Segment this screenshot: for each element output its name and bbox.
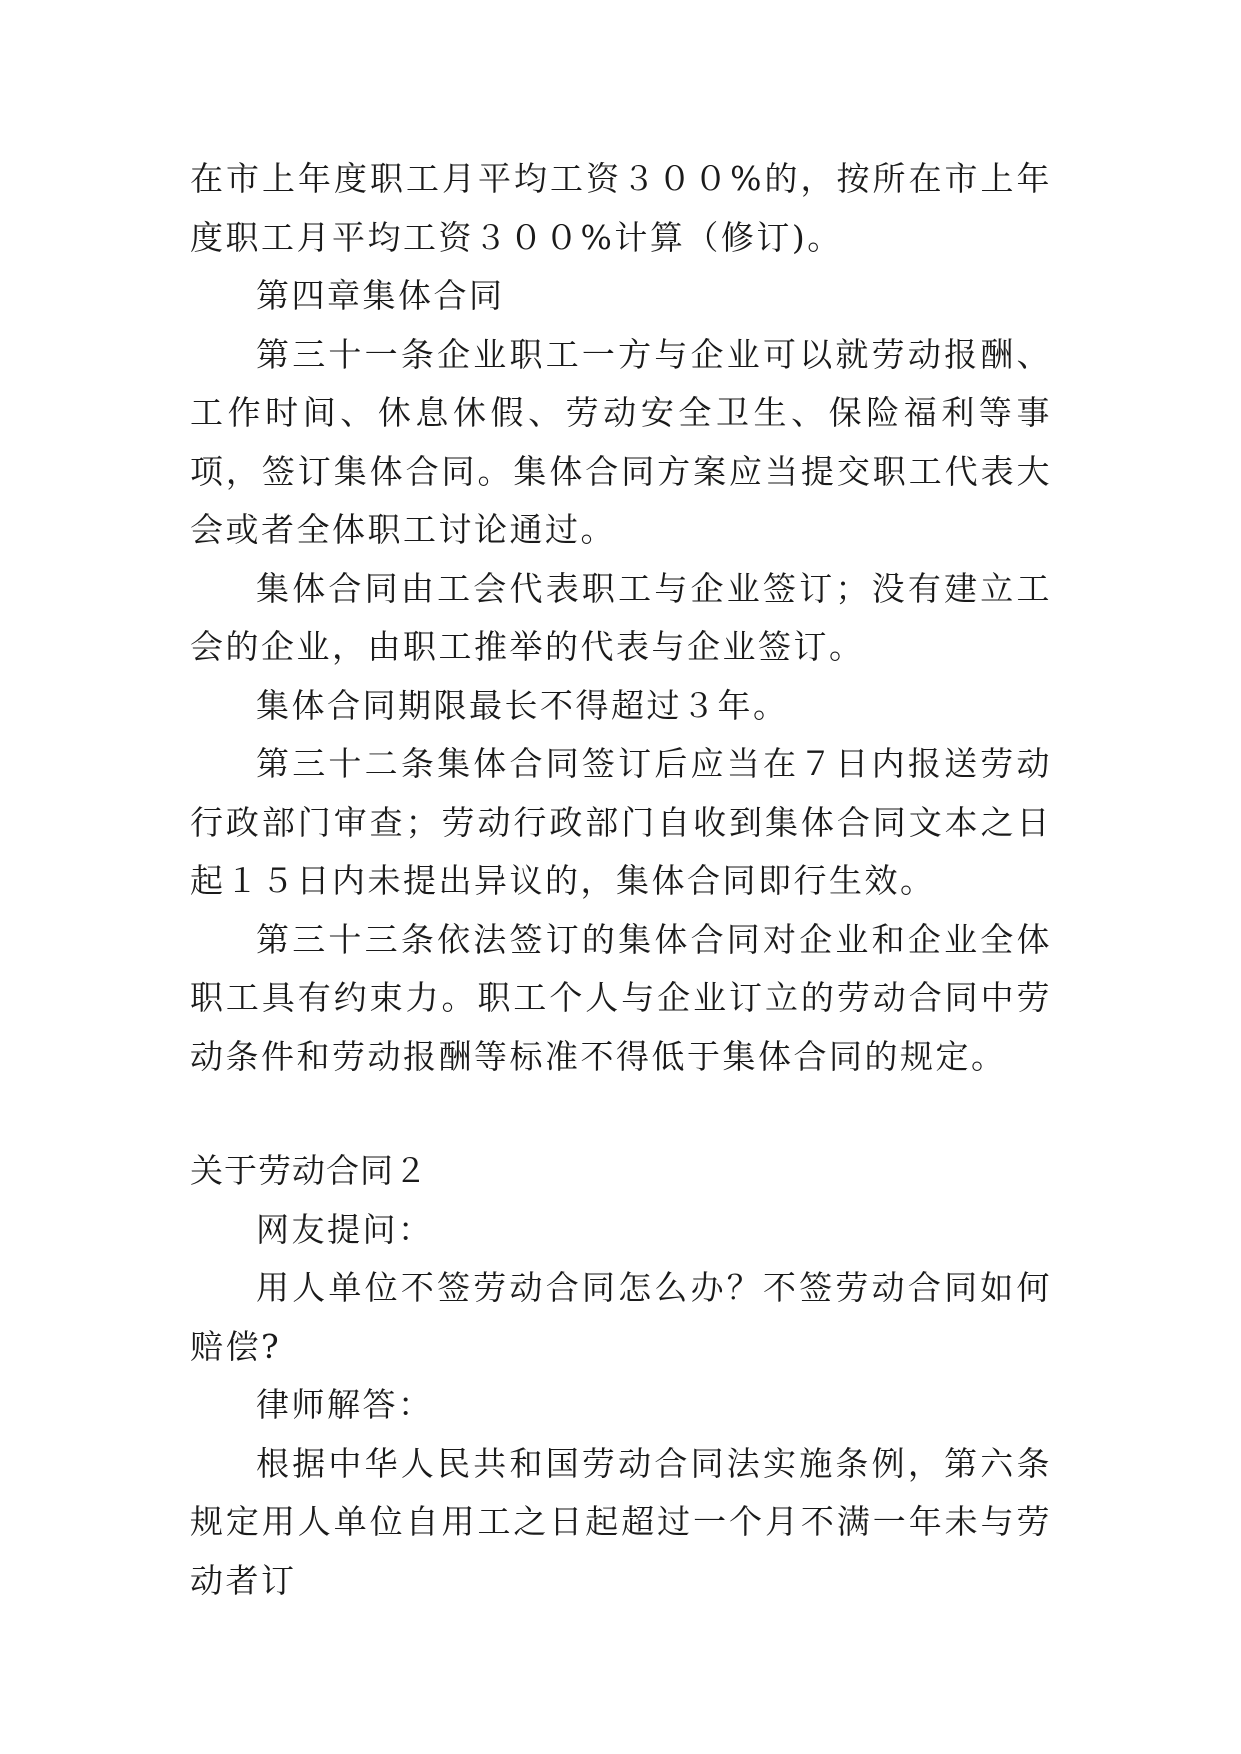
paragraph-term-limit: 集体合同期限最长不得超过３年。 (256, 685, 789, 725)
paragraph-signing: 集体合同由工会代表职工与企业签订；没有建立工会的企业，由职工推举的代表与企业签订。 (190, 568, 1052, 666)
chapter-heading: 第四章集体合同 (256, 276, 505, 315)
article-31: 第三十一条企业职工一方与企业可以就劳动报酬、工作时间、休息休假、劳动安全卫生、保险福利等事项，签订集体合同。集体合同方案应当提交职工代表大会或者全体职工讨论通过。 (190, 334, 1052, 549)
answer-body: 根据中华人民共和国劳动合同法实施条例，第六条规定用人单位自用工之日起超过一个月不满一年未与劳动者订 (190, 1443, 1052, 1600)
question-label: 网友提问： (256, 1209, 434, 1249)
question-body: 用人单位不签劳动合同怎么办？不签劳动合同如何赔偿? (190, 1268, 1052, 1366)
article-32: 第三十二条集体合同签订后应当在７日内报送劳动行政部门审查；劳动行政部门自收到集体合同文本之日起１５日内未提出异议的，集体合同即行生效。 (190, 744, 1052, 900)
article-33: 第三十三条依法签订的集体合同对企业和企业全体职工具有约束力。职工个人与企业订立的劳动合同中劳动条件和劳动报酬等标准不得低于集体合同的规定。 (190, 919, 1052, 1076)
document-page (190, 150, 1052, 1610)
paragraph-wage-calculation: 在市上年度职工月平均工资３００%的，按所在市上年度职工月平均工资３００%计算（修订)。 (190, 159, 1052, 257)
section-title: 关于劳动合同２ (190, 1151, 428, 1190)
answer-label: 律师解答： (256, 1385, 434, 1424)
